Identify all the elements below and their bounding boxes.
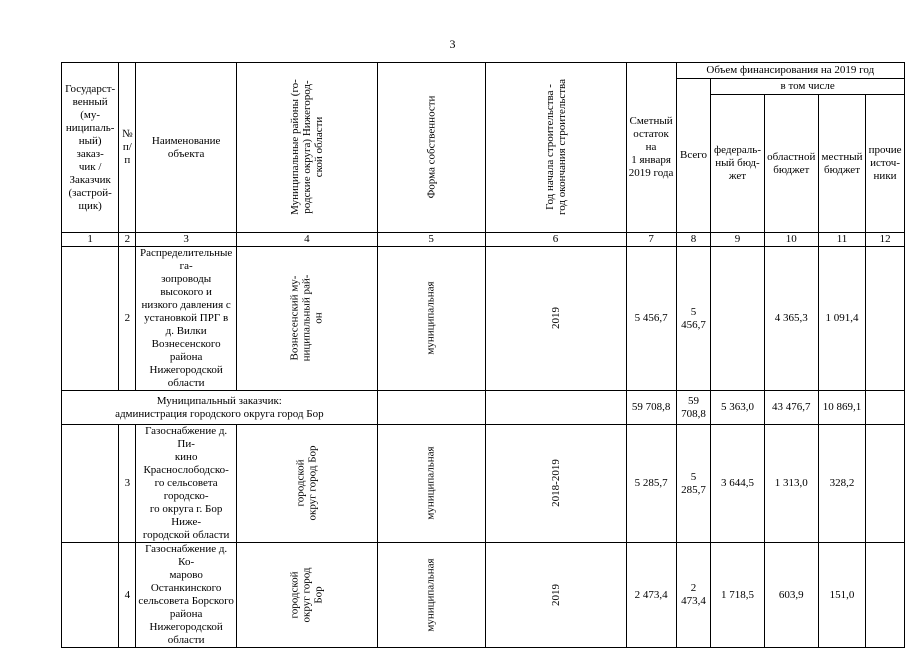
column-number: 9 (711, 233, 764, 247)
balance-value: 5 456,7 (626, 247, 676, 391)
customer-cell (62, 543, 119, 648)
column-number: 4 (236, 233, 377, 247)
column-number: 6 (485, 233, 626, 247)
column-number: 8 (676, 233, 711, 247)
header-districts: Муниципальные районы (го- родские округа) Нижегород- ской области (236, 63, 377, 233)
regional-value: 603,9 (764, 543, 818, 648)
column-number: 10 (764, 233, 818, 247)
federal-value: 1 718,5 (711, 543, 764, 648)
financing-table (61, 62, 905, 648)
column-number: 2 (119, 233, 136, 247)
header-regional: областной бюджет (764, 95, 818, 233)
table-row (62, 425, 905, 543)
regional-value: 4 365,3 (764, 247, 818, 391)
header-balance: Сметный остаток на 1 января 2019 года (626, 63, 676, 233)
years-cell: 2019 (485, 543, 626, 648)
other-value (866, 543, 905, 648)
header-ownership: Форма собственности (377, 63, 485, 233)
other-value (866, 391, 905, 425)
header-customer: Государст- венный (му- ниципаль- ный) заказ- чик / Заказчик (застрой- щик) (62, 63, 119, 233)
total-value: 5 285,7 (676, 425, 711, 543)
header-federal: федераль- ный бюд- жет (711, 95, 764, 233)
district-cell: городской округ город Бор (236, 543, 377, 648)
total-value: 59 708,8 (676, 391, 711, 425)
header-local: местный бюджет (818, 95, 865, 233)
header-num: № п/п (119, 63, 136, 233)
local-value: 1 091,4 (818, 247, 865, 391)
other-value (866, 247, 905, 391)
years-cell (485, 391, 626, 425)
balance-value: 2 473,4 (626, 543, 676, 648)
local-value: 151,0 (818, 543, 865, 648)
header-years: Год начала строительства - год окончания строительства (485, 63, 626, 233)
ownership-cell: муниципальная (377, 247, 485, 391)
column-number: 11 (818, 233, 865, 247)
object-name: Газоснабжение д. Ко- марово Останкинского сельсовета Борского района Нижегородской области (136, 543, 237, 648)
subtotal-row (62, 391, 905, 425)
row-number: 2 (119, 247, 136, 391)
regional-value: 43 476,7 (764, 391, 818, 425)
balance-value: 5 285,7 (626, 425, 676, 543)
header-name: Наименование объекта (136, 63, 237, 233)
federal-value: 3 644,5 (711, 425, 764, 543)
total-value: 2 473,4 (676, 543, 711, 648)
table-row (62, 247, 905, 391)
column-numbers-row (62, 233, 905, 247)
regional-value: 1 313,0 (764, 425, 818, 543)
header-other: прочие источ- ники (866, 95, 905, 233)
table-row (62, 543, 905, 648)
ownership-cell: муниципальная (377, 425, 485, 543)
customer-cell (62, 425, 119, 543)
ownership-cell (377, 391, 485, 425)
row-number: 4 (119, 543, 136, 648)
page-number: 3 (449, 37, 456, 51)
total-value: 5 456,7 (676, 247, 711, 391)
years-cell: 2019 (485, 247, 626, 391)
ownership-cell: муниципальная (377, 543, 485, 648)
other-value (866, 425, 905, 543)
federal-value (711, 247, 764, 391)
municipal-customer-label: Муниципальный заказчик: администрация городского округа город Бор (62, 391, 378, 425)
column-number: 12 (866, 233, 905, 247)
row-number: 3 (119, 425, 136, 543)
column-number: 1 (62, 233, 119, 247)
header-funding-group: Объем финансирования на 2019 год (676, 63, 904, 79)
header-total: Всего (676, 79, 711, 233)
federal-value: 5 363,0 (711, 391, 764, 425)
object-name: Распределительные га- зопроводы высокого и низкого давления с установкой ПРГ в д. Вилки Вознесенского района Нижегородской области (136, 247, 237, 391)
balance-value: 59 708,8 (626, 391, 676, 425)
local-value: 10 869,1 (818, 391, 865, 425)
column-number: 7 (626, 233, 676, 247)
column-number: 3 (136, 233, 237, 247)
header-including: в том числе (711, 79, 905, 95)
district-cell: городской округ город Бор (236, 425, 377, 543)
column-number: 5 (377, 233, 485, 247)
years-cell: 2018-2019 (485, 425, 626, 543)
object-name: Газоснабжение д. Пи- кино Краснослободско- го сельсовета городско- го округа г. Бор Ниже- городской области (136, 425, 237, 543)
district-cell: Вознесенский му- ниципальный рай- он (236, 247, 377, 391)
customer-cell (62, 247, 119, 391)
local-value: 328,2 (818, 425, 865, 543)
